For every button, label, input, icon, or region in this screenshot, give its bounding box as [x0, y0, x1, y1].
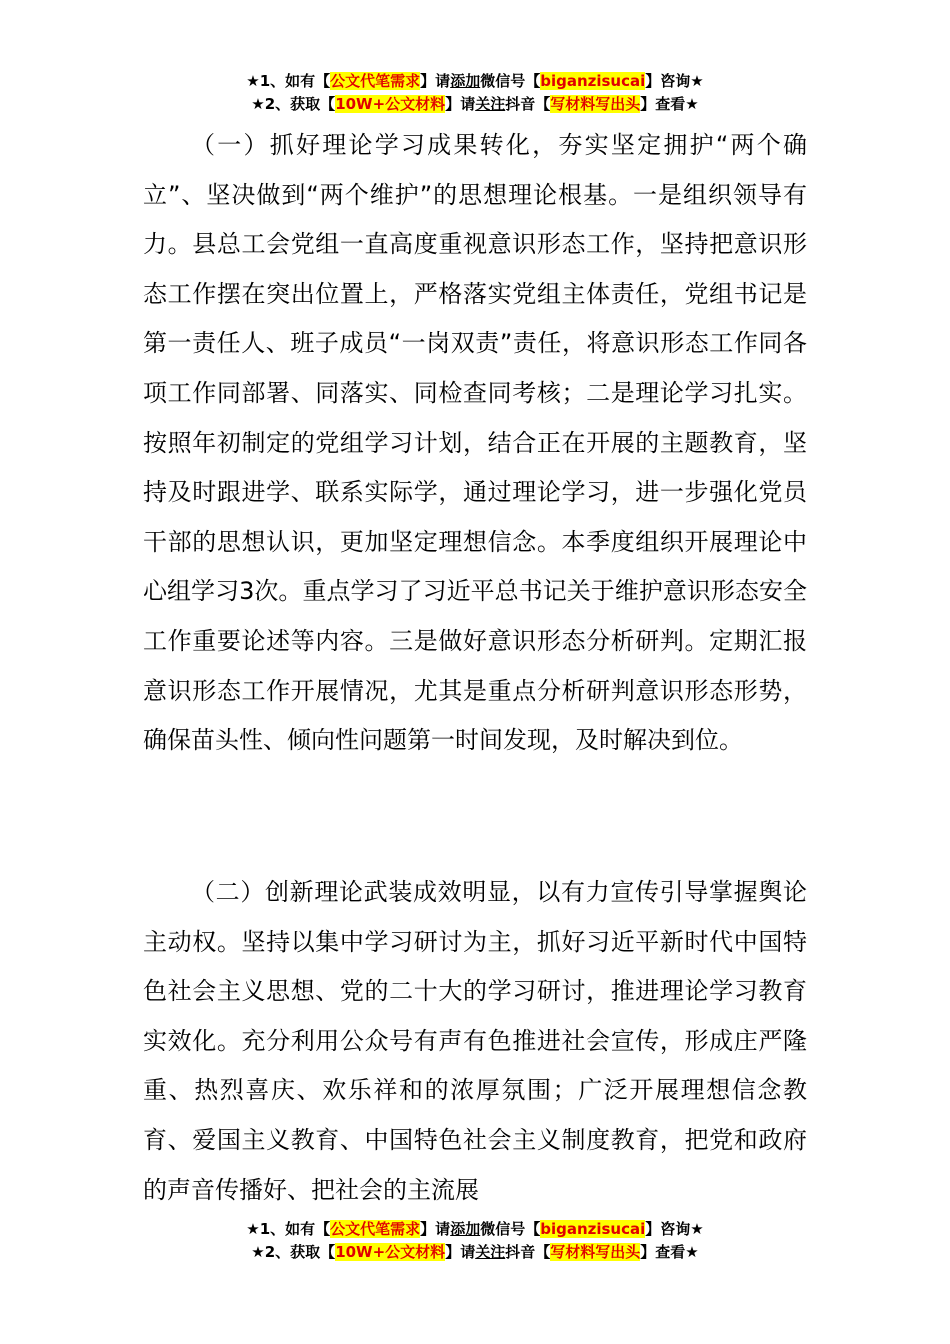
banner-highlight: biganzisucai — [540, 72, 646, 90]
banner-highlight: 写材料写出头 — [550, 1243, 641, 1261]
body-paragraph-2: （二）创新理论武装成效明显，以有力宣传引导掌握舆论主动权。坚持以集中学习研讨为主，抓好习近平新时代中国特色社会主义思想、党的二十大的学习研讨，推进理论学习教育实效化。充分利用公众号有声有色推进社会宣传，形成庄严隆重、热烈喜庆、欢乐祥和的浓厚氛围；广泛开展理想信念教育、爱国主义教育、中国特色社会主义制度教育，把党和政府的声音传播好、把社会的主流展 — [143, 878, 807, 1204]
banner-text: 】请 — [445, 95, 476, 113]
banner-highlight: 公文代笔需求 — [330, 1220, 421, 1238]
banner-text: 】请 — [445, 1243, 476, 1261]
banner-line-1 — [0, 70, 950, 93]
banner-highlight: 10W+公文材料 — [335, 1243, 446, 1261]
banner-text: ★1、如有【 — [246, 72, 331, 90]
banner-text: 微信号【 — [480, 72, 541, 90]
banner-text: 抖音【 — [505, 1243, 551, 1261]
banner-text: 】请 — [420, 1220, 451, 1238]
banner-text: 抖音【 — [505, 95, 551, 113]
banner-highlight: 写材料写出头 — [550, 95, 641, 113]
banner-line-2 — [0, 1241, 950, 1264]
banner-text: 】查看★ — [640, 1243, 699, 1261]
banner-text: ★1、如有【 — [246, 1220, 331, 1238]
banner-line-1 — [0, 1218, 950, 1241]
banner-text: ★2、获取【 — [251, 1243, 336, 1261]
banner-highlight: 10W+公文材料 — [335, 95, 446, 113]
header-banner — [0, 70, 950, 116]
banner-text: 】咨询★ — [645, 1220, 704, 1238]
body-paragraph-1: （一）抓好理论学习成果转化，夯实坚定拥护“两个确立”、坚决做到“两个维护”的思想理论根基。一是组织领导有力。县总工会党组一直高度重视意识形态工作，坚持把意识形态工作摆在突出位置上，严格落实党组主体责任，党组书记是第一责任人、班子成员“一岗双责”责任，将意识形态工作同各项工作同部署、同落实、同检查同考核；二是理论学习扎实。按照年初制定的党组学习计划，结合正在开展的主题教育，坚持及时跟进学、联系实际学，通过理论学习，进一步强化党员干部的思想认识，更加坚定理想信念。本季度组织开展理论中心组学习3次。重点学习了习近平总书记关于维护意识形态安全工作重要论述等内容。三是做好意识形态分析研判。定期汇报意识形态工作开展情况，尤其是重点分析研判意识形态形势，确保苗头性、倾向性问题第一时间发现，及时解决到位。 — [143, 131, 807, 755]
banner-highlight: 公文代笔需求 — [330, 72, 421, 90]
banner-text: 】请 — [420, 72, 451, 90]
footer-banner — [0, 1218, 950, 1264]
banner-text: 】查看★ — [640, 95, 699, 113]
banner-underlined-text: 关注 — [475, 1243, 506, 1261]
banner-underlined-text: 添加 — [450, 72, 481, 90]
banner-text: ★2、获取【 — [251, 95, 336, 113]
banner-text: 】咨询★ — [645, 72, 704, 90]
banner-line-2 — [0, 93, 950, 116]
banner-underlined-text: 关注 — [475, 95, 506, 113]
banner-text: 微信号【 — [480, 1220, 541, 1238]
banner-underlined-text: 添加 — [450, 1220, 481, 1238]
banner-highlight: biganzisucai — [540, 1220, 646, 1238]
